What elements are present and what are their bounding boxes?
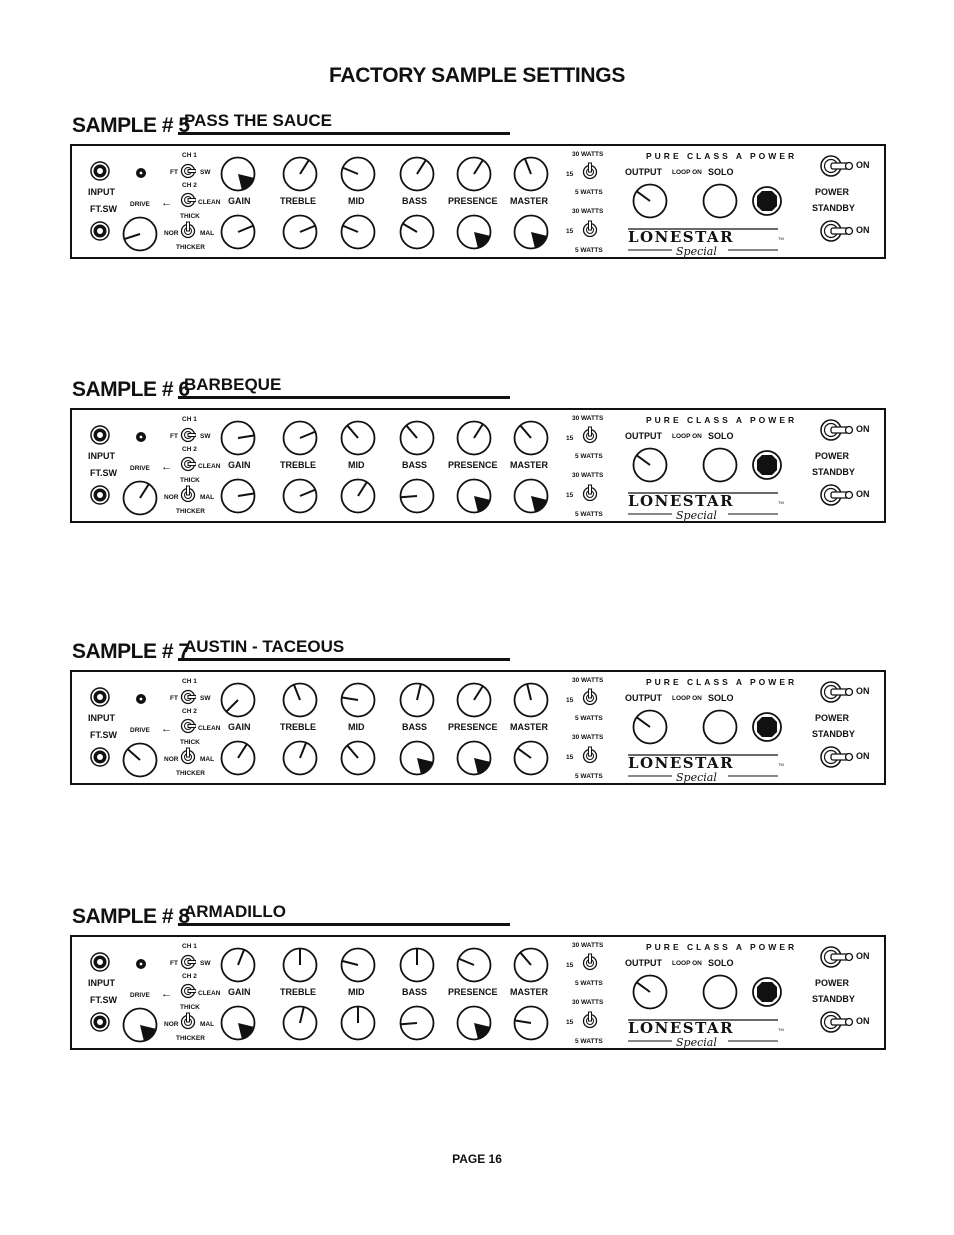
treble-label: TREBLE bbox=[280, 460, 316, 470]
standby-on-label: ON bbox=[856, 225, 870, 235]
watts-15-label: 15 bbox=[566, 1019, 574, 1026]
mid-label: MID bbox=[348, 196, 365, 206]
pure-class-a-power-label: PURE CLASS A POWER bbox=[646, 942, 798, 952]
ch2-label: CH 2 bbox=[182, 446, 197, 453]
treble-label: TREBLE bbox=[280, 196, 316, 206]
channel-switch[interactable] bbox=[180, 952, 196, 970]
presence-label: PRESENCE bbox=[448, 722, 498, 732]
svg-text:Special: Special bbox=[676, 509, 717, 522]
sample-underline bbox=[178, 923, 510, 926]
ch2-mid-knob[interactable] bbox=[340, 214, 376, 250]
ch2-mid-knob[interactable] bbox=[340, 478, 376, 514]
footswitch-jack[interactable] bbox=[90, 1012, 110, 1032]
master-label: MASTER bbox=[510, 722, 548, 732]
solo-knob[interactable] bbox=[702, 709, 738, 745]
ch1-master-knob[interactable] bbox=[513, 156, 549, 192]
solo-knob[interactable] bbox=[702, 974, 738, 1010]
gain-label: GAIN bbox=[228, 460, 251, 470]
amp-front-panel bbox=[70, 144, 886, 259]
ch1-bass-knob[interactable] bbox=[399, 682, 435, 718]
watts-15-label: 15 bbox=[566, 171, 574, 178]
power-on-label: ON bbox=[856, 424, 870, 434]
watts-30-label: 30 WATTS bbox=[572, 472, 604, 479]
pure-class-a-power-label: PURE CLASS A POWER bbox=[646, 677, 798, 687]
ch1-watts-switch[interactable] bbox=[582, 953, 598, 971]
mal-label: MAL bbox=[200, 1021, 215, 1028]
drive-knob[interactable] bbox=[122, 216, 158, 252]
sample-section bbox=[0, 375, 954, 538]
power-switch[interactable] bbox=[820, 155, 854, 177]
svg-text:LONESTAR: LONESTAR bbox=[628, 492, 735, 510]
solo-label: SOLO bbox=[708, 431, 734, 441]
presence-label: PRESENCE bbox=[448, 987, 498, 997]
clean-label: CLEAN bbox=[198, 463, 221, 470]
watts-5-label: 5 WATTS bbox=[575, 453, 603, 460]
power-label: POWER bbox=[815, 978, 850, 988]
mode-switch[interactable] bbox=[180, 747, 196, 765]
power-on-label: ON bbox=[856, 686, 870, 696]
loop-on-label: LOOP ON bbox=[672, 960, 702, 967]
output-knob[interactable] bbox=[632, 709, 668, 745]
arrow-left-icon: ← bbox=[161, 723, 172, 735]
drive-label: DRIVE bbox=[130, 727, 150, 734]
watts-30-label: 30 WATTS bbox=[572, 942, 604, 949]
mode-switch[interactable] bbox=[180, 1012, 196, 1030]
thicker-label: THICKER bbox=[176, 770, 205, 777]
amp-front-panel bbox=[70, 408, 886, 523]
ch2-presence-knob[interactable] bbox=[456, 740, 492, 776]
watts-5-label: 5 WATTS bbox=[575, 773, 603, 780]
sample-name: ARMADILLO bbox=[184, 902, 286, 921]
watts-30-label: 30 WATTS bbox=[572, 151, 604, 158]
ch2-gain-knob[interactable] bbox=[220, 740, 256, 776]
svg-text:LONESTAR: LONESTAR bbox=[628, 754, 735, 772]
thick-label: THICK bbox=[180, 739, 200, 746]
ch1-mid-knob[interactable] bbox=[340, 682, 376, 718]
ft-label: FT bbox=[170, 960, 178, 967]
drive-knob[interactable] bbox=[122, 742, 158, 778]
treble-label: TREBLE bbox=[280, 987, 316, 997]
output-label: OUTPUT bbox=[625, 167, 662, 177]
output-knob[interactable] bbox=[632, 183, 668, 219]
arrow-left-icon: ← bbox=[161, 197, 172, 209]
drive-knob[interactable] bbox=[122, 1007, 158, 1043]
ch1-mid-knob[interactable] bbox=[340, 156, 376, 192]
bass-label: BASS bbox=[402, 722, 428, 732]
sample-section bbox=[0, 902, 954, 1065]
presence-label: PRESENCE bbox=[448, 196, 498, 206]
ch2-watts-switch[interactable] bbox=[582, 220, 598, 238]
footswitch-jack[interactable] bbox=[90, 221, 110, 241]
output-knob[interactable] bbox=[632, 447, 668, 483]
mid-label: MID bbox=[348, 460, 365, 470]
ch1-presence-knob[interactable] bbox=[456, 947, 492, 983]
ch2-watts-switch[interactable] bbox=[582, 1011, 598, 1029]
amp-front-panel bbox=[70, 670, 886, 785]
ch1-mid-knob[interactable] bbox=[340, 420, 376, 456]
sw-label: SW bbox=[200, 695, 211, 702]
thicker-label: THICKER bbox=[176, 508, 205, 515]
ch1-bass-knob[interactable] bbox=[399, 420, 435, 456]
loop-on-label: LOOP ON bbox=[672, 433, 702, 440]
watts-15-label: 15 bbox=[566, 697, 574, 704]
solo-knob[interactable] bbox=[702, 183, 738, 219]
ch2-label: CH 2 bbox=[182, 182, 197, 189]
output-label: OUTPUT bbox=[625, 431, 662, 441]
channel-led bbox=[136, 432, 146, 442]
ch1-treble-knob[interactable] bbox=[282, 156, 318, 192]
sw-label: SW bbox=[200, 960, 211, 967]
footswitch-label: FT.SW bbox=[90, 995, 117, 1005]
ch1-presence-knob[interactable] bbox=[456, 420, 492, 456]
clean-label: CLEAN bbox=[198, 725, 221, 732]
solo-label: SOLO bbox=[708, 693, 734, 703]
ch1-bass-knob[interactable] bbox=[399, 156, 435, 192]
channel-switch[interactable] bbox=[180, 687, 196, 705]
drive-label: DRIVE bbox=[130, 992, 150, 999]
solo-knob[interactable] bbox=[702, 447, 738, 483]
ch1-mid-knob[interactable] bbox=[340, 947, 376, 983]
ch2-gain-knob[interactable] bbox=[220, 1005, 256, 1041]
watts-15-label: 15 bbox=[566, 754, 574, 761]
input-label: INPUT bbox=[88, 713, 115, 723]
ch2-treble-knob[interactable] bbox=[282, 214, 318, 250]
ch2-treble-knob[interactable] bbox=[282, 1005, 318, 1041]
pure-class-a-power-label: PURE CLASS A POWER bbox=[646, 151, 798, 161]
ft-label: FT bbox=[170, 169, 178, 176]
footswitch-label: FT.SW bbox=[90, 204, 117, 214]
channel-switch[interactable] bbox=[180, 425, 196, 443]
watts-30-label: 30 WATTS bbox=[572, 208, 604, 215]
ch2-presence-knob[interactable] bbox=[456, 214, 492, 250]
nor-label: NOR bbox=[164, 1021, 179, 1028]
mal-label: MAL bbox=[200, 494, 215, 501]
standby-label: STANDBY bbox=[812, 729, 855, 739]
ch2-bass-knob[interactable] bbox=[399, 214, 435, 250]
sample-section bbox=[0, 111, 954, 274]
mal-label: MAL bbox=[200, 230, 215, 237]
loop-on-label: LOOP ON bbox=[672, 169, 702, 176]
mode-switch[interactable] bbox=[180, 485, 196, 503]
ch2-treble-knob[interactable] bbox=[282, 740, 318, 776]
standby-label: STANDBY bbox=[812, 203, 855, 213]
power-label: POWER bbox=[815, 713, 850, 723]
sample-name: BARBEQUE bbox=[184, 375, 282, 394]
svg-text:Special: Special bbox=[676, 771, 717, 784]
ch1-gain-knob[interactable] bbox=[220, 682, 256, 718]
ch2-master-knob[interactable] bbox=[513, 1005, 549, 1041]
sample-underline bbox=[178, 658, 510, 661]
ch1-gain-knob[interactable] bbox=[220, 156, 256, 192]
ch2-bass-knob[interactable] bbox=[399, 740, 435, 776]
watts-5-label: 5 WATTS bbox=[575, 247, 603, 254]
clean-switch[interactable] bbox=[180, 190, 196, 208]
channel-led bbox=[136, 959, 146, 969]
power-switch[interactable] bbox=[820, 681, 854, 703]
ch1-master-knob[interactable] bbox=[513, 947, 549, 983]
gain-label: GAIN bbox=[228, 987, 251, 997]
standby-switch[interactable] bbox=[820, 484, 854, 506]
ch2-watts-switch[interactable] bbox=[582, 484, 598, 502]
sw-label: SW bbox=[200, 169, 211, 176]
ch2-label: CH 2 bbox=[182, 973, 197, 980]
ch1-presence-knob[interactable] bbox=[456, 156, 492, 192]
ch1-treble-knob[interactable] bbox=[282, 420, 318, 456]
ch1-label: CH 1 bbox=[182, 678, 197, 685]
ft-label: FT bbox=[170, 695, 178, 702]
ch1-watts-switch[interactable] bbox=[582, 426, 598, 444]
ch2-master-knob[interactable] bbox=[513, 740, 549, 776]
watts-5-label: 5 WATTS bbox=[575, 511, 603, 518]
input-jack[interactable] bbox=[90, 687, 110, 707]
sample-underline bbox=[178, 132, 510, 135]
treble-label: TREBLE bbox=[280, 722, 316, 732]
ch2-gain-knob[interactable] bbox=[220, 214, 256, 250]
watts-15-label: 15 bbox=[566, 435, 574, 442]
sample-section bbox=[0, 637, 954, 800]
watts-15-label: 15 bbox=[566, 228, 574, 235]
svg-text:TM: TM bbox=[778, 1027, 784, 1032]
watts-30-label: 30 WATTS bbox=[572, 999, 604, 1006]
thick-label: THICK bbox=[180, 477, 200, 484]
page-title: FACTORY SAMPLE SETTINGS bbox=[328, 64, 626, 87]
watts-5-label: 5 WATTS bbox=[575, 980, 603, 987]
clean-switch[interactable] bbox=[180, 716, 196, 734]
master-label: MASTER bbox=[510, 196, 548, 206]
nor-label: NOR bbox=[164, 494, 179, 501]
ft-label: FT bbox=[170, 433, 178, 440]
drive-knob[interactable] bbox=[122, 480, 158, 516]
channel-led bbox=[136, 694, 146, 704]
watts-30-label: 30 WATTS bbox=[572, 415, 604, 422]
standby-label: STANDBY bbox=[812, 994, 855, 1004]
standby-label: STANDBY bbox=[812, 467, 855, 477]
drive-label: DRIVE bbox=[130, 465, 150, 472]
sample-label: SAMPLE # 5 bbox=[72, 114, 190, 137]
gain-label: GAIN bbox=[228, 196, 251, 206]
channel-switch[interactable] bbox=[180, 161, 196, 179]
input-label: INPUT bbox=[88, 978, 115, 988]
master-label: MASTER bbox=[510, 460, 548, 470]
lonestar-logo bbox=[628, 1017, 784, 1049]
clean-switch[interactable] bbox=[180, 981, 196, 999]
ch2-watts-switch[interactable] bbox=[582, 746, 598, 764]
ch2-bass-knob[interactable] bbox=[399, 1005, 435, 1041]
watts-5-label: 5 WATTS bbox=[575, 1038, 603, 1045]
ch2-master-knob[interactable] bbox=[513, 478, 549, 514]
arrow-left-icon: ← bbox=[161, 988, 172, 1000]
watts-5-label: 5 WATTS bbox=[575, 715, 603, 722]
sample-label: SAMPLE # 8 bbox=[72, 905, 190, 928]
ch1-master-knob[interactable] bbox=[513, 420, 549, 456]
channel-led bbox=[136, 168, 146, 178]
thick-label: THICK bbox=[180, 1004, 200, 1011]
loop-on-button[interactable] bbox=[752, 186, 782, 216]
standby-switch[interactable] bbox=[820, 746, 854, 768]
mode-switch[interactable] bbox=[180, 221, 196, 239]
svg-text:LONESTAR: LONESTAR bbox=[628, 1019, 735, 1037]
sample-name: PASS THE SAUCE bbox=[184, 111, 332, 130]
power-switch[interactable] bbox=[820, 946, 854, 968]
svg-text:LONESTAR: LONESTAR bbox=[628, 228, 735, 246]
ch2-bass-knob[interactable] bbox=[399, 478, 435, 514]
solo-label: SOLO bbox=[708, 958, 734, 968]
standby-on-label: ON bbox=[856, 489, 870, 499]
page-number: PAGE 16 bbox=[452, 1152, 502, 1166]
output-knob[interactable] bbox=[632, 974, 668, 1010]
standby-switch[interactable] bbox=[820, 1011, 854, 1033]
bass-label: BASS bbox=[402, 196, 428, 206]
nor-label: NOR bbox=[164, 756, 179, 763]
footswitch-label: FT.SW bbox=[90, 468, 117, 478]
lonestar-logo bbox=[628, 226, 784, 258]
mal-label: MAL bbox=[200, 756, 215, 763]
sw-label: SW bbox=[200, 433, 211, 440]
svg-text:TM: TM bbox=[778, 236, 784, 241]
nor-label: NOR bbox=[164, 230, 179, 237]
thicker-label: THICKER bbox=[176, 1035, 205, 1042]
presence-label: PRESENCE bbox=[448, 460, 498, 470]
watts-30-label: 30 WATTS bbox=[572, 677, 604, 684]
drive-label: DRIVE bbox=[130, 201, 150, 208]
ch1-presence-knob[interactable] bbox=[456, 682, 492, 718]
ch2-gain-knob[interactable] bbox=[220, 478, 256, 514]
power-label: POWER bbox=[815, 187, 850, 197]
input-jack[interactable] bbox=[90, 425, 110, 445]
bass-label: BASS bbox=[402, 987, 428, 997]
footswitch-jack[interactable] bbox=[90, 747, 110, 767]
watts-5-label: 5 WATTS bbox=[575, 189, 603, 196]
input-label: INPUT bbox=[88, 187, 115, 197]
power-on-label: ON bbox=[856, 951, 870, 961]
ch1-treble-knob[interactable] bbox=[282, 682, 318, 718]
arrow-left-icon: ← bbox=[161, 461, 172, 473]
ch2-label: CH 2 bbox=[182, 708, 197, 715]
ch1-gain-knob[interactable] bbox=[220, 420, 256, 456]
output-label: OUTPUT bbox=[625, 958, 662, 968]
gain-label: GAIN bbox=[228, 722, 251, 732]
standby-switch[interactable] bbox=[820, 220, 854, 242]
thick-label: THICK bbox=[180, 213, 200, 220]
clean-label: CLEAN bbox=[198, 199, 221, 206]
power-label: POWER bbox=[815, 451, 850, 461]
input-label: INPUT bbox=[88, 451, 115, 461]
standby-on-label: ON bbox=[856, 751, 870, 761]
ch2-mid-knob[interactable] bbox=[340, 1005, 376, 1041]
clean-label: CLEAN bbox=[198, 990, 221, 997]
ch1-gain-knob[interactable] bbox=[220, 947, 256, 983]
loop-on-button[interactable] bbox=[752, 450, 782, 480]
svg-text:Special: Special bbox=[676, 245, 717, 258]
lonestar-logo bbox=[628, 490, 784, 522]
ch2-master-knob[interactable] bbox=[513, 214, 549, 250]
ch1-label: CH 1 bbox=[182, 152, 197, 159]
ch2-presence-knob[interactable] bbox=[456, 478, 492, 514]
solo-label: SOLO bbox=[708, 167, 734, 177]
footswitch-label: FT.SW bbox=[90, 730, 117, 740]
output-label: OUTPUT bbox=[625, 693, 662, 703]
ch1-master-knob[interactable] bbox=[513, 682, 549, 718]
mid-label: MID bbox=[348, 987, 365, 997]
mid-label: MID bbox=[348, 722, 365, 732]
loop-on-label: LOOP ON bbox=[672, 695, 702, 702]
sample-label: SAMPLE # 7 bbox=[72, 640, 190, 663]
svg-text:Special: Special bbox=[676, 1036, 717, 1049]
watts-15-label: 15 bbox=[566, 962, 574, 969]
ch2-presence-knob[interactable] bbox=[456, 1005, 492, 1041]
ch1-watts-switch[interactable] bbox=[582, 162, 598, 180]
input-jack[interactable] bbox=[90, 952, 110, 972]
lonestar-logo bbox=[628, 752, 784, 784]
amp-front-panel bbox=[70, 935, 886, 1050]
clean-switch[interactable] bbox=[180, 454, 196, 472]
ch2-mid-knob[interactable] bbox=[340, 740, 376, 776]
bass-label: BASS bbox=[402, 460, 428, 470]
watts-30-label: 30 WATTS bbox=[572, 734, 604, 741]
power-switch[interactable] bbox=[820, 419, 854, 441]
standby-on-label: ON bbox=[856, 1016, 870, 1026]
footswitch-jack[interactable] bbox=[90, 485, 110, 505]
ch1-watts-switch[interactable] bbox=[582, 688, 598, 706]
ch1-treble-knob[interactable] bbox=[282, 947, 318, 983]
svg-text:TM: TM bbox=[778, 762, 784, 767]
sample-underline bbox=[178, 396, 510, 399]
sample-name: AUSTIN - TACEOUS bbox=[184, 637, 345, 656]
thicker-label: THICKER bbox=[176, 244, 205, 251]
ch1-bass-knob[interactable] bbox=[399, 947, 435, 983]
pure-class-a-power-label: PURE CLASS A POWER bbox=[646, 415, 798, 425]
power-on-label: ON bbox=[856, 160, 870, 170]
sample-label: SAMPLE # 6 bbox=[72, 378, 190, 401]
input-jack[interactable] bbox=[90, 161, 110, 181]
ch2-treble-knob[interactable] bbox=[282, 478, 318, 514]
master-label: MASTER bbox=[510, 987, 548, 997]
ch1-label: CH 1 bbox=[182, 416, 197, 423]
ch1-label: CH 1 bbox=[182, 943, 197, 950]
svg-text:TM: TM bbox=[778, 500, 784, 505]
loop-on-button[interactable] bbox=[752, 977, 782, 1007]
watts-15-label: 15 bbox=[566, 492, 574, 499]
loop-on-button[interactable] bbox=[752, 712, 782, 742]
